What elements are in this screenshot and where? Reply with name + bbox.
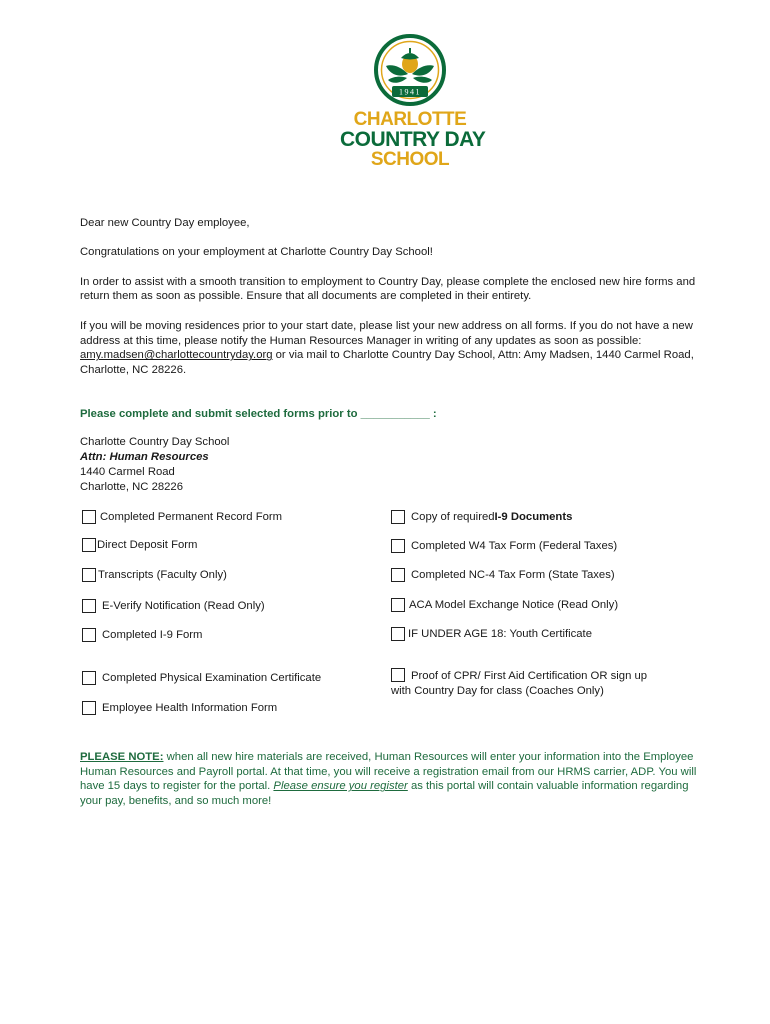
checklist-label: Employee Health Information Form: [102, 702, 278, 714]
please-note-section: [80, 750, 700, 809]
checklist-item[interactable]: [391, 510, 572, 524]
please-note-text-end: as this portal will contain valuable information regarding your pay, benefits, and so much more!: [80, 780, 689, 808]
checkbox[interactable]: [82, 510, 96, 524]
checkbox[interactable]: [82, 628, 96, 642]
greeting: Dear new Country Day employee,: [80, 217, 250, 229]
checklist-label: ACA Model Exchange Notice (Read Only): [409, 599, 619, 611]
checkbox[interactable]: [82, 701, 96, 715]
school-logo: [340, 34, 486, 170]
letter-body: [80, 216, 710, 494]
hr-email-link[interactable]: amy.madsen@charlottecountryday.org: [80, 349, 273, 362]
address-change-text: If you will be moving residences prior to your start date, please list your new address on all forms. If you do not have a new address at this time, please notify the Human Resources Manager in writing of any updates as soon as possible:: [80, 319, 693, 347]
checklist-item[interactable]: [391, 568, 615, 582]
checklist-label: Completed I-9 Form: [102, 629, 203, 641]
checklist-item[interactable]: [82, 671, 321, 685]
checklist-label: Direct Deposit Form: [97, 539, 198, 551]
checklist-item[interactable]: [82, 599, 265, 613]
transition-paragraph: In order to assist with a smooth transition to employment to Country Day, please complete the enclosed new hire forms and return them as soon as possible. Ensure that all documents are completed in their entirety.: [80, 275, 696, 303]
checklist-item[interactable]: [82, 538, 197, 552]
address-line-4: Charlotte, NC 28226: [80, 480, 183, 493]
checklist-item[interactable]: [391, 539, 617, 553]
address-line-2: Attn: Human Resources: [80, 451, 209, 464]
checklist-item[interactable]: [82, 628, 202, 642]
checklist-item[interactable]: [391, 668, 661, 699]
address-change-text-end: or via mail to Charlotte Country Day School, Attn: Amy Madsen, 1440 Carmel Road, Charlotte, NC 28226.: [80, 349, 694, 376]
checkbox[interactable]: [82, 538, 96, 552]
checklist-label: Copy of required: [411, 511, 495, 523]
address-line-3: 1440 Carmel Road: [80, 465, 175, 478]
checklist-label: E-Verify Notification (Read Only): [102, 600, 265, 612]
checklist-item[interactable]: [82, 568, 227, 582]
logo-word-country-day: COUNTRY DAY: [340, 128, 486, 151]
congratulations-line: Congratulations on your employment at Charlotte Country Day School!: [80, 246, 433, 259]
please-note-label: PLEASE NOTE:: [80, 751, 164, 763]
checkbox[interactable]: [82, 599, 96, 613]
checkbox[interactable]: [82, 568, 96, 582]
checkbox[interactable]: [391, 568, 405, 582]
checklist-item[interactable]: [82, 701, 277, 715]
checkbox[interactable]: [391, 627, 405, 641]
checklist-label: IF UNDER AGE 18: Youth Certificate: [408, 628, 592, 640]
checklist-label: Completed Physical Examination Certificate: [102, 672, 322, 684]
checkbox[interactable]: [391, 510, 405, 524]
checkbox[interactable]: [391, 598, 405, 612]
checklist-label: Completed NC-4 Tax Form (State Taxes): [411, 569, 615, 581]
i9-documents-label: I-9 Documents: [494, 511, 573, 523]
register-emphasis: Please ensure you register: [273, 780, 408, 793]
checkbox[interactable]: [82, 671, 96, 685]
logo-word-school: SCHOOL: [370, 149, 450, 170]
checklist-label: Completed Permanent Record Form: [100, 511, 283, 523]
checklist-label: Proof of CPR/ First Aid Certification OR sign up with Country Day for class (Coaches Only): [391, 670, 648, 697]
address-line-1: Charlotte Country Day School: [80, 436, 230, 449]
deadline-heading: Please complete and submit selected forms prior to ___________ :: [80, 407, 437, 420]
acorn-seal-icon: [372, 34, 448, 106]
checkbox[interactable]: [391, 539, 405, 553]
checklist-item[interactable]: [391, 598, 618, 612]
checklist-label: Completed W4 Tax Form (Federal Taxes): [411, 540, 618, 552]
logo-word-charlotte: CHARLOTTE: [353, 109, 467, 130]
address-change-paragraph: [80, 319, 710, 378]
checklist-item[interactable]: [391, 627, 592, 641]
checklist-label: Transcripts (Faculty Only): [98, 569, 227, 581]
forms-checklist: [80, 508, 720, 728]
please-note-text: when all new hire materials are received, Human Resources will enter your information into the Employee Human Resources and Payroll portal. At that time, you will receive a registration email from our HRMS carrier, ADP. You will have 15 days to register for the portal.: [80, 751, 697, 793]
seal-year: 1941: [399, 87, 421, 97]
checkbox[interactable]: [391, 668, 405, 682]
checklist-item[interactable]: [82, 510, 282, 524]
